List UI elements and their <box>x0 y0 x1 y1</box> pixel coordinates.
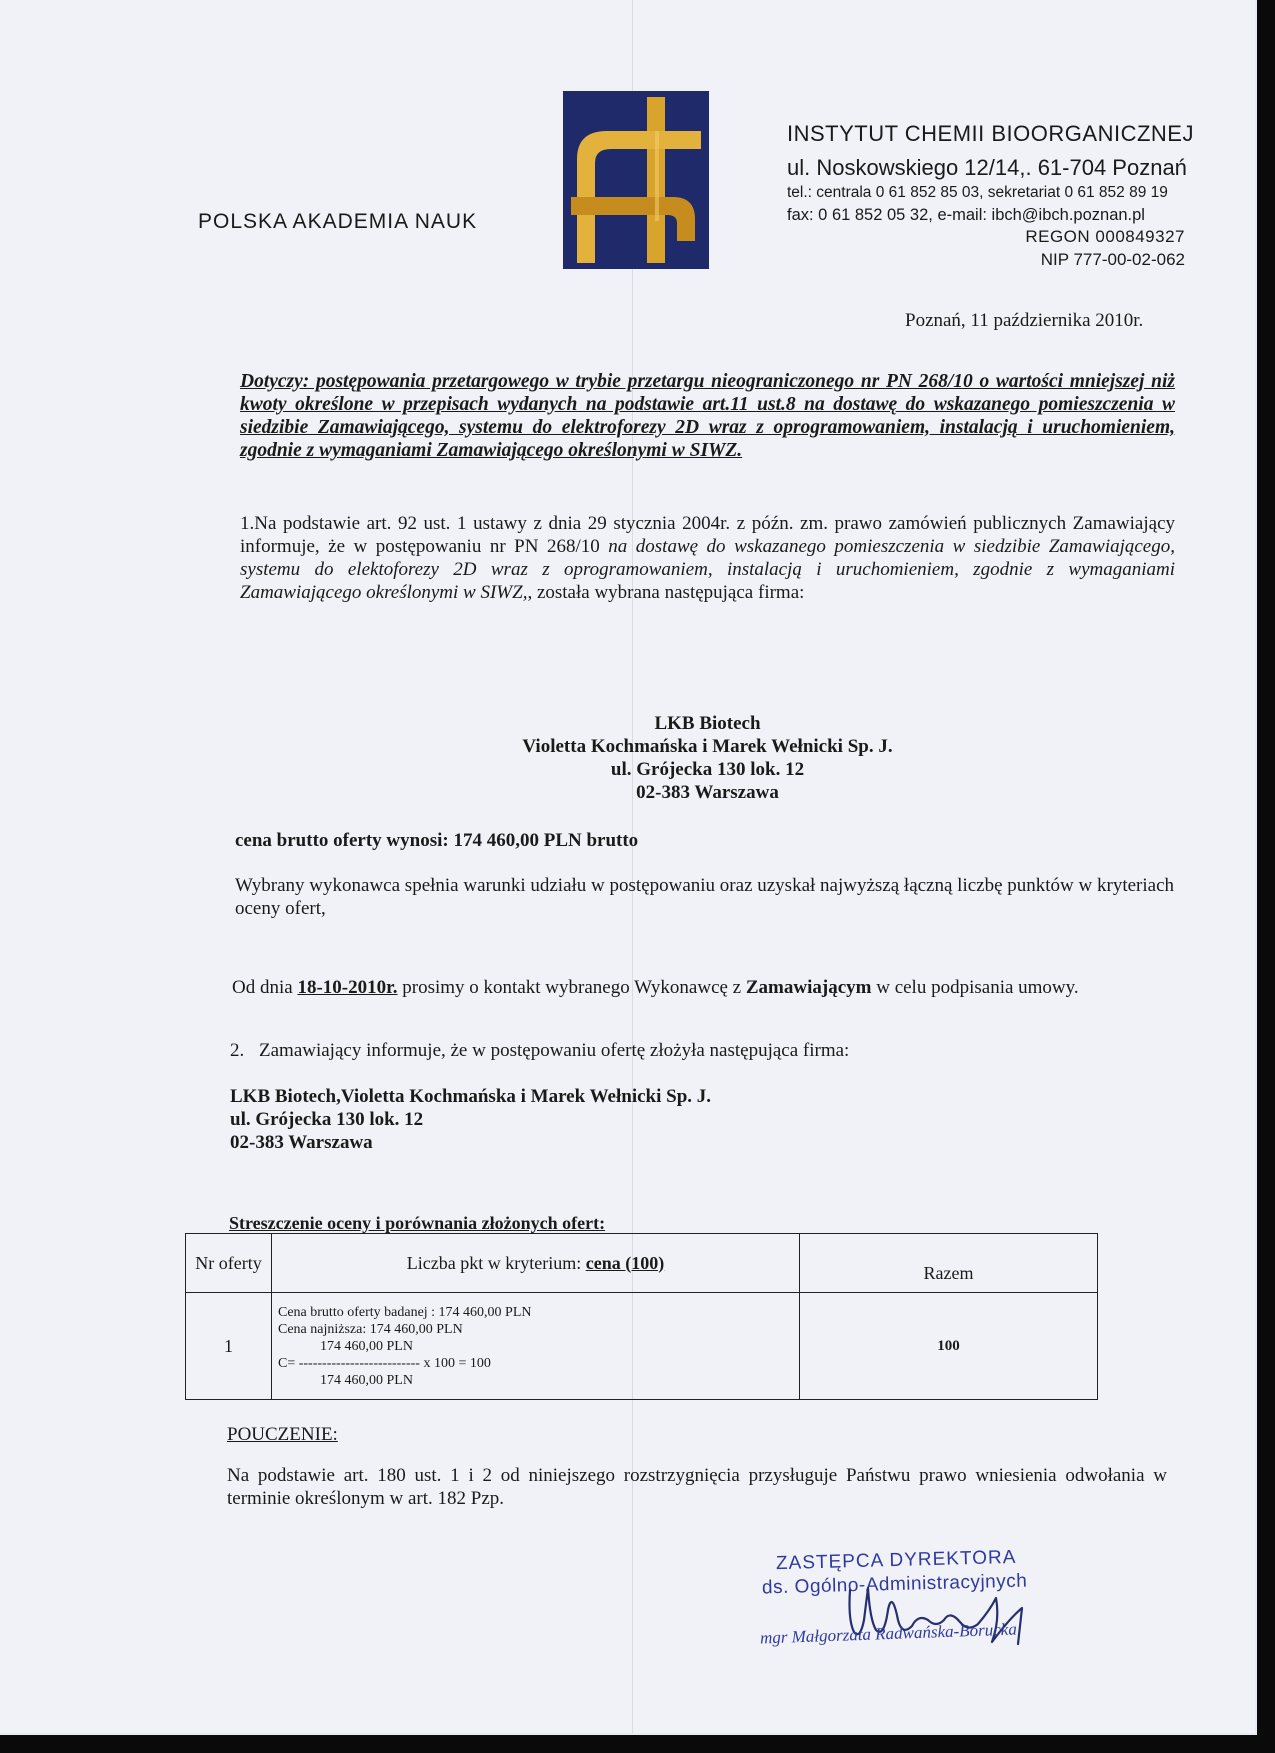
table-title: Streszczenie oceny i porównania złożonych ofert: <box>229 1213 606 1233</box>
bidding-company-street: ul. Grójecka 130 lok. 12 <box>230 1109 424 1130</box>
row-total: 100 <box>800 1293 1098 1400</box>
bidding-company-name: LKB Biotech,Violetta Kochmańska i Marek Wełnicki Sp. J. <box>230 1086 712 1107</box>
table-row <box>186 1293 1098 1400</box>
calc-line-4: C= -------------------------- x 100 = 100 <box>278 1355 491 1371</box>
company-street: ul. Grójecka 130 lok. 12 <box>610 759 805 780</box>
calc-line-3: 174 460,00 PLN <box>320 1338 413 1354</box>
company-city: 02-383 Warszawa <box>636 782 779 803</box>
calc-line-1: Cena brutto oferty badanej : 174 460,00 PLN <box>278 1304 532 1320</box>
row-calculation <box>272 1293 800 1400</box>
calc-line-5: 174 460,00 PLN <box>320 1372 413 1388</box>
paragraph-1-text: 1.Na podstawie art. 92 ust. 1 ustawy z dnia 29 stycznia 2004r. z późn. zm. prawo zamówień publicznych Zamawiający informuje, że w postępowaniu nr PN 268/10 <box>240 513 1175 557</box>
company-name: LKB Biotech <box>654 713 761 734</box>
paragraph-1 <box>240 512 1175 604</box>
instruction-text: Na podstawie art. 180 ust. 1 i 2 od niniejszego rozstrzygnięcia przysługuje Państwu prawo wniesienia odwołania w terminie określonym w art. 182 Pzp. <box>227 1465 1167 1509</box>
header-criterion <box>272 1234 800 1293</box>
header-criterion-bold: cena (100) <box>585 1252 665 1273</box>
ibch-logo-icon <box>563 91 709 269</box>
paragraph-2-number: 2. <box>230 1040 245 1061</box>
instruction-heading: POUCZENIE: <box>227 1424 338 1445</box>
institute-name: INSTYTUT CHEMII BIOORGANICZNEJ <box>787 121 1194 146</box>
paragraph-1-italic: na dostawę do wskazanego pomieszczenia w siedzibie Zamawiającego, systemu do elektoforezy 2D wraz z oprogramowaniem, instalacją i uruchomieniem, zgodnie z wymaganiami Zamawiającego określonymi w SIWZ, <box>240 536 1175 603</box>
stamp-department: ds. Ogólno-Administracyjnych <box>761 1570 1028 1599</box>
stamp-signatory: mgr Małgorzata Radwańska-Borucka <box>759 1619 1018 1648</box>
institute-fax-email: fax: 0 61 852 05 32, e-mail: ibch@ibch.poznan.pl <box>787 206 1145 224</box>
chosen-contractor-text: Wybrany wykonawca spełnia warunki udziału w postępowaniu oraz uzyskał najwyższą łączną liczbę punktów w kryteriach oceny ofert, <box>235 875 1175 919</box>
row-offer-number: 1 <box>186 1293 272 1400</box>
calc-line-2: Cena najniższa: 174 460,00 PLN <box>278 1321 463 1337</box>
letter-date: Poznań, 11 października 2010r. <box>905 310 1144 331</box>
header-criterion-label: Liczba pkt w kryterium: <box>406 1252 586 1273</box>
contact-request <box>232 977 1182 999</box>
paragraph-2-text: Zamawiający informuje, że w postępowaniu ofertę złożyła następująca firma: <box>259 1040 850 1061</box>
letter-subject: Dotyczy: postępowania przetargowego w trybie przetargu nieograniczonego nr PN 268/10 o wartości mniejszej niż kwoty określone w przepisach wydanych na podstawie art.11 ust.8 na dostawę do wskazanego pomieszczenia w siedzibie Zamawiającego, systemu do elektroforezy 2D wraz z oprogramowaniem, instalacją i uruchomieniem, zgodnie z wymaganiami Zamawiającego określonymi w SIWZ. <box>240 371 1175 461</box>
evaluation-table <box>185 1233 1098 1400</box>
bidding-company-city: 02-383 Warszawa <box>230 1132 373 1153</box>
institute-phones: tel.: centrala 0 61 852 85 03, sekretariat 0 61 852 89 19 <box>787 184 1168 201</box>
stamp-title: ZASTĘPCA DYREKTORA <box>775 1546 1017 1575</box>
institute-address: ul. Noskowskiego 12/14,. 61-704 Poznań <box>787 155 1187 180</box>
header-offer-number: Nr oferty <box>186 1234 272 1293</box>
institute-regon: REGON 000849327 <box>1025 227 1185 246</box>
table-header-row <box>186 1234 1098 1293</box>
contact-suffix: w celu podpisania umowy. <box>871 977 1079 998</box>
institute-nip: NIP 777-00-02-062 <box>1040 250 1185 269</box>
contact-date: 18-10-2010r. <box>297 977 398 998</box>
contact-middle: prosimy o kontakt wybranego Wykonawcę z <box>397 977 746 998</box>
paragraph-2 <box>230 1040 849 1062</box>
bidding-company <box>230 1085 711 1154</box>
company-owners: Violetta Kochmańska i Marek Wełnicki Sp. J. <box>522 736 893 757</box>
selected-company <box>240 712 1175 804</box>
contact-prefix: Od dnia <box>232 977 298 998</box>
paragraph-1-suffix: , została wybrana następująca firma: <box>527 582 805 603</box>
scan-border-bottom <box>0 1735 1275 1753</box>
scan-border-right <box>1257 0 1275 1753</box>
contact-bold: Zamawiającym <box>745 977 872 998</box>
academy-name: POLSKA AKADEMIA NAUK <box>198 210 478 233</box>
offer-price: cena brutto oferty wynosi: 174 460,00 PLN brutto <box>235 830 639 851</box>
header-total: Razem <box>800 1234 1098 1293</box>
